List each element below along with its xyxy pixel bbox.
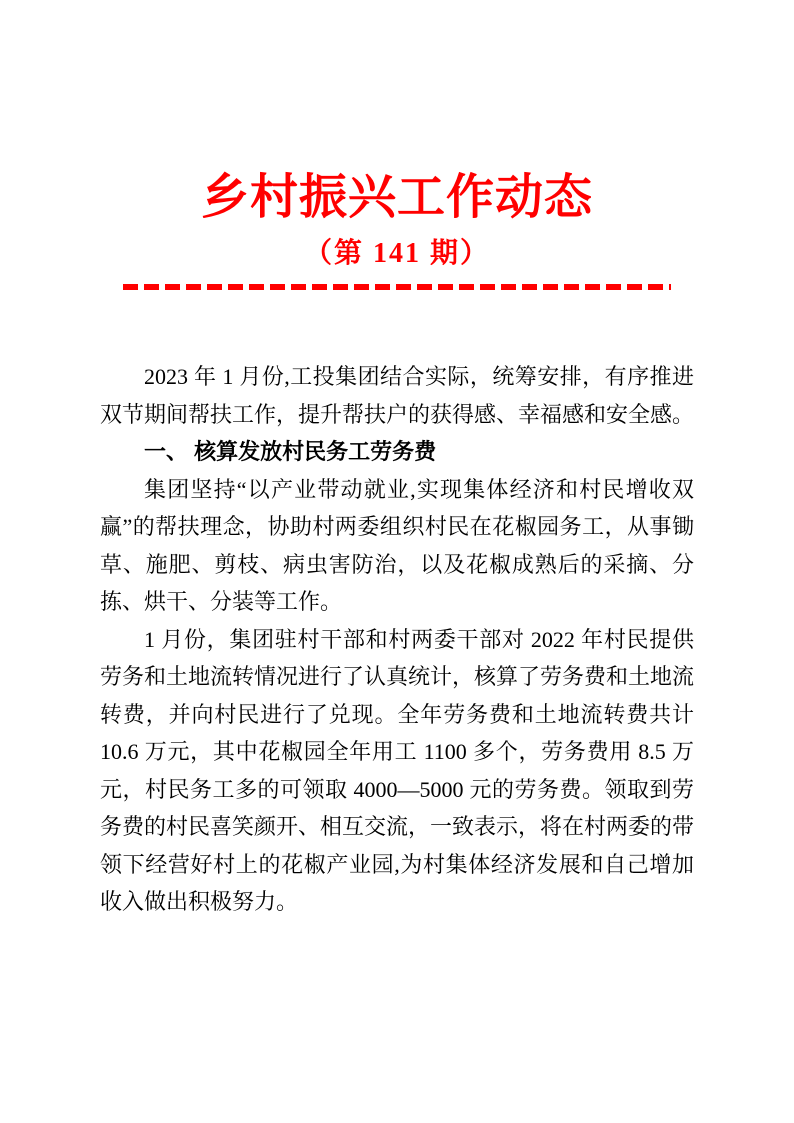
paragraph-employment-policy: 集团坚持“以产业带动就业,实现集体经济和村民增收双赢”的帮扶理念，协助村两委组织村民在花椒园务工，从事锄草、施肥、剪枝、病虫害防治，以及花椒成熟后的采摘、分拣、烘干、分装等工作。 [100,476,694,614]
newsletter-title: 乡村振兴工作动态 [200,171,593,224]
section-heading-labor-fees: 一、 核算发放村民务工劳务费 [144,439,437,464]
document-body [100,358,694,921]
paragraph-fee-settlement: 1 月份，集团驻村干部和村两委干部对 2022 年村民提供劳务和土地流转情况进行了认真统计，核算了劳务费和土地流转费，并向村民进行了兑现。全年劳务费和土地流转费共计 10.6 万元，其中花椒园全年用工 1100 多个，劳务费用 8.5 万元，村民务工多的可领取 4000—5000 元的劳务费。领取到劳务费的村民喜笑颜开、相互交流，一致表示，将在村两委的带领下经营好村上的花椒产业园,为村集体经济发展和自己增加收入做出积极努力。 [100,626,695,914]
issue-number: （第 141 期） [303,238,490,269]
masthead [0,0,794,290]
paragraph-intro: 2023 年 1 月份,工投集团结合实际，统筹安排，有序推进双节期间帮扶工作，提升帮扶户的获得感、幸福感和安全感。 [100,364,695,427]
dashed-divider [123,284,671,290]
